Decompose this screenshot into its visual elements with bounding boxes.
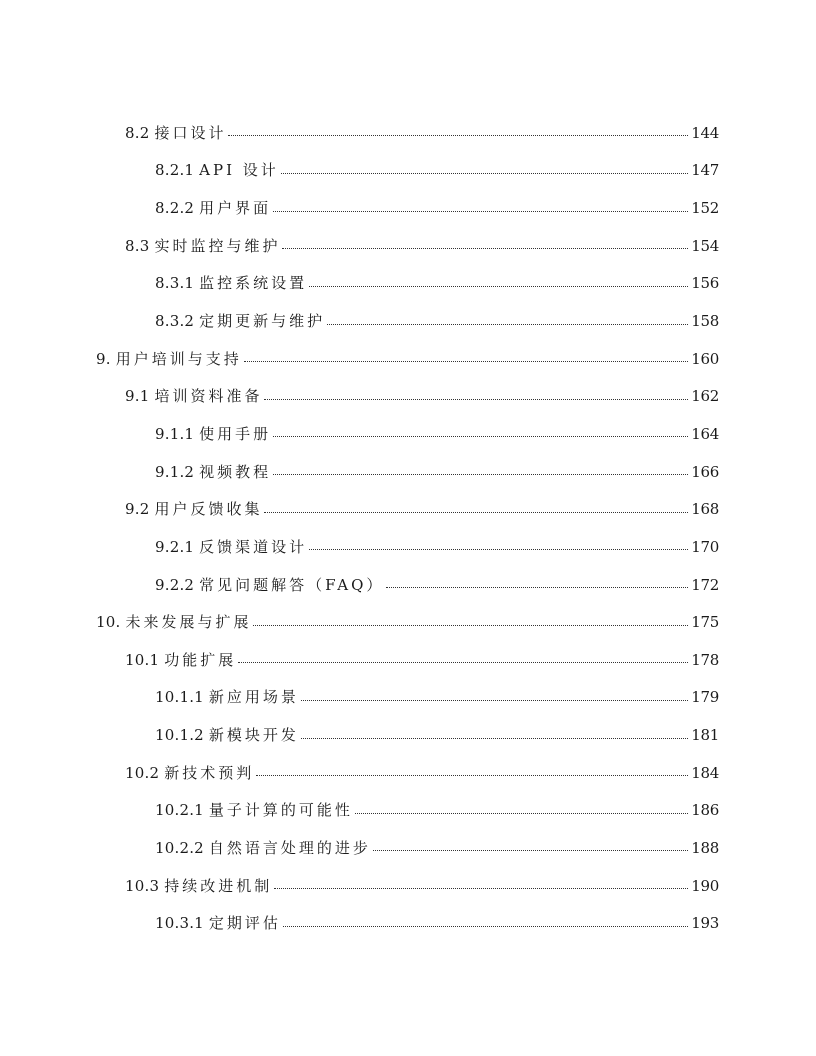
toc-entry[interactable] <box>0 340 816 378</box>
dot-leader <box>253 613 688 626</box>
toc-entry-title: API 设计 <box>199 161 279 180</box>
toc-entry-title: 未来发展与扩展 <box>125 613 252 632</box>
toc-entry-page-number: 144 <box>691 123 719 142</box>
toc-entry-number: 9.1.1 <box>155 424 195 443</box>
toc-entry-number: 10.3 <box>125 876 160 895</box>
toc-entry-number: 9.1 <box>125 387 150 406</box>
toc-entry[interactable] <box>0 867 816 905</box>
toc-entry[interactable] <box>0 189 816 227</box>
toc-entry-page-number: 168 <box>691 500 719 519</box>
toc-entry-number: 8.3.1 <box>155 274 195 293</box>
dot-leader <box>228 123 688 136</box>
toc-entry-title: 培训资料准备 <box>154 387 263 406</box>
dot-leader <box>281 161 688 174</box>
dot-leader <box>273 199 688 212</box>
toc-entry-page-number: 190 <box>691 876 719 895</box>
toc-entry-title: 接口设计 <box>154 123 227 142</box>
toc-entry-number: 8.2 <box>125 123 150 142</box>
dot-leader <box>283 914 688 927</box>
toc-entry[interactable] <box>0 265 816 303</box>
toc-entry-page-number: 152 <box>691 199 719 218</box>
toc-entry-title: 新模块开发 <box>208 726 299 745</box>
toc-entry-title: 定期评估 <box>208 914 281 933</box>
toc-entry-title: 常见问题解答（FAQ） <box>199 575 385 594</box>
toc-entry-title: 用户反馈收集 <box>154 500 263 519</box>
dot-leader <box>238 650 688 663</box>
toc-entry-page-number: 147 <box>691 161 719 180</box>
dot-leader <box>244 349 689 362</box>
toc-entry[interactable] <box>0 490 816 528</box>
toc-entry-number: 9.2.2 <box>155 575 195 594</box>
dot-leader <box>327 312 688 325</box>
dot-leader <box>264 500 688 513</box>
toc-entry-number: 8.3 <box>125 236 150 255</box>
dot-leader <box>386 575 688 588</box>
toc-entry-number: 10. <box>96 613 121 632</box>
dot-leader <box>309 274 688 287</box>
toc-entry-number: 9.2 <box>125 500 150 519</box>
dot-leader <box>282 236 688 249</box>
toc-entry[interactable] <box>0 716 816 754</box>
toc-entry[interactable] <box>0 904 816 942</box>
toc-entry[interactable] <box>0 528 816 566</box>
toc-entry[interactable] <box>0 754 816 792</box>
toc-entry[interactable] <box>0 227 816 265</box>
toc-entry-title: 反馈渠道设计 <box>199 537 308 556</box>
dot-leader <box>301 688 688 701</box>
toc-entry-title: 用户界面 <box>199 199 272 218</box>
toc-entry-page-number: 181 <box>691 726 719 745</box>
dot-leader <box>274 876 688 889</box>
toc-entry-title: 自然语言处理的进步 <box>208 838 371 857</box>
toc-entry-page-number: 160 <box>691 349 719 368</box>
toc-entry[interactable] <box>0 603 816 641</box>
toc-entry-title: 用户培训与支持 <box>115 349 242 368</box>
toc-entry[interactable] <box>0 415 816 453</box>
toc-entry-title: 持续改进机制 <box>164 876 273 895</box>
toc-entry-page-number: 186 <box>691 801 719 820</box>
toc-entry-title: 使用手册 <box>199 424 272 443</box>
toc-entry-title: 功能扩展 <box>164 650 237 669</box>
toc-entry-page-number: 179 <box>691 688 719 707</box>
toc-entry-page-number: 193 <box>691 914 719 933</box>
toc-entry-number: 10.2 <box>125 763 160 782</box>
dot-leader <box>264 387 688 400</box>
toc-entry[interactable] <box>0 152 816 190</box>
toc-entry-number: 10.1.2 <box>155 726 204 745</box>
toc-entry-number: 8.3.2 <box>155 312 195 331</box>
dot-leader <box>301 726 688 739</box>
toc-entry-page-number: 166 <box>691 462 719 481</box>
toc-entry-number: 9. <box>96 349 111 368</box>
toc-entry-page-number: 188 <box>691 838 719 857</box>
toc-entry-page-number: 158 <box>691 312 719 331</box>
toc-entry[interactable] <box>0 829 816 867</box>
toc-entry-page-number: 184 <box>691 763 719 782</box>
toc-entry[interactable] <box>0 377 816 415</box>
toc-entry-number: 8.2.2 <box>155 199 195 218</box>
table-of-contents <box>0 114 816 942</box>
toc-entry[interactable] <box>0 453 816 491</box>
toc-entry[interactable] <box>0 566 816 604</box>
toc-entry-title: 监控系统设置 <box>199 274 308 293</box>
toc-entry-page-number: 162 <box>691 387 719 406</box>
dot-leader <box>273 462 688 475</box>
toc-entry[interactable] <box>0 679 816 717</box>
toc-entry-title: 实时监控与维护 <box>154 236 281 255</box>
toc-entry-title: 定期更新与维护 <box>199 312 326 331</box>
toc-entry-page-number: 175 <box>691 613 719 632</box>
toc-entry-number: 8.2.1 <box>155 161 195 180</box>
toc-entry-number: 9.1.2 <box>155 462 195 481</box>
toc-entry[interactable] <box>0 114 816 152</box>
toc-entry-number: 10.3.1 <box>155 914 204 933</box>
toc-entry-page-number: 172 <box>691 575 719 594</box>
toc-entry-page-number: 170 <box>691 537 719 556</box>
toc-entry[interactable] <box>0 641 816 679</box>
toc-entry[interactable] <box>0 792 816 830</box>
toc-entry-title: 新应用场景 <box>208 688 299 707</box>
toc-entry-number: 10.1.1 <box>155 688 204 707</box>
toc-entry-title: 新技术预判 <box>164 763 255 782</box>
dot-leader <box>256 763 688 776</box>
dot-leader <box>273 424 688 437</box>
toc-entry-number: 10.1 <box>125 650 160 669</box>
dot-leader <box>373 838 688 851</box>
toc-entry-page-number: 178 <box>691 650 719 669</box>
toc-entry-page-number: 154 <box>691 236 719 255</box>
toc-entry-number: 10.2.2 <box>155 838 204 857</box>
toc-entry[interactable] <box>0 302 816 340</box>
dot-leader <box>309 537 688 550</box>
toc-entry-page-number: 156 <box>691 274 719 293</box>
toc-entry-number: 10.2.1 <box>155 801 204 820</box>
toc-entry-title: 量子计算的可能性 <box>208 801 353 820</box>
toc-entry-page-number: 164 <box>691 424 719 443</box>
dot-leader <box>355 801 688 814</box>
toc-entry-title: 视频教程 <box>199 462 272 481</box>
toc-entry-number: 9.2.1 <box>155 537 195 556</box>
